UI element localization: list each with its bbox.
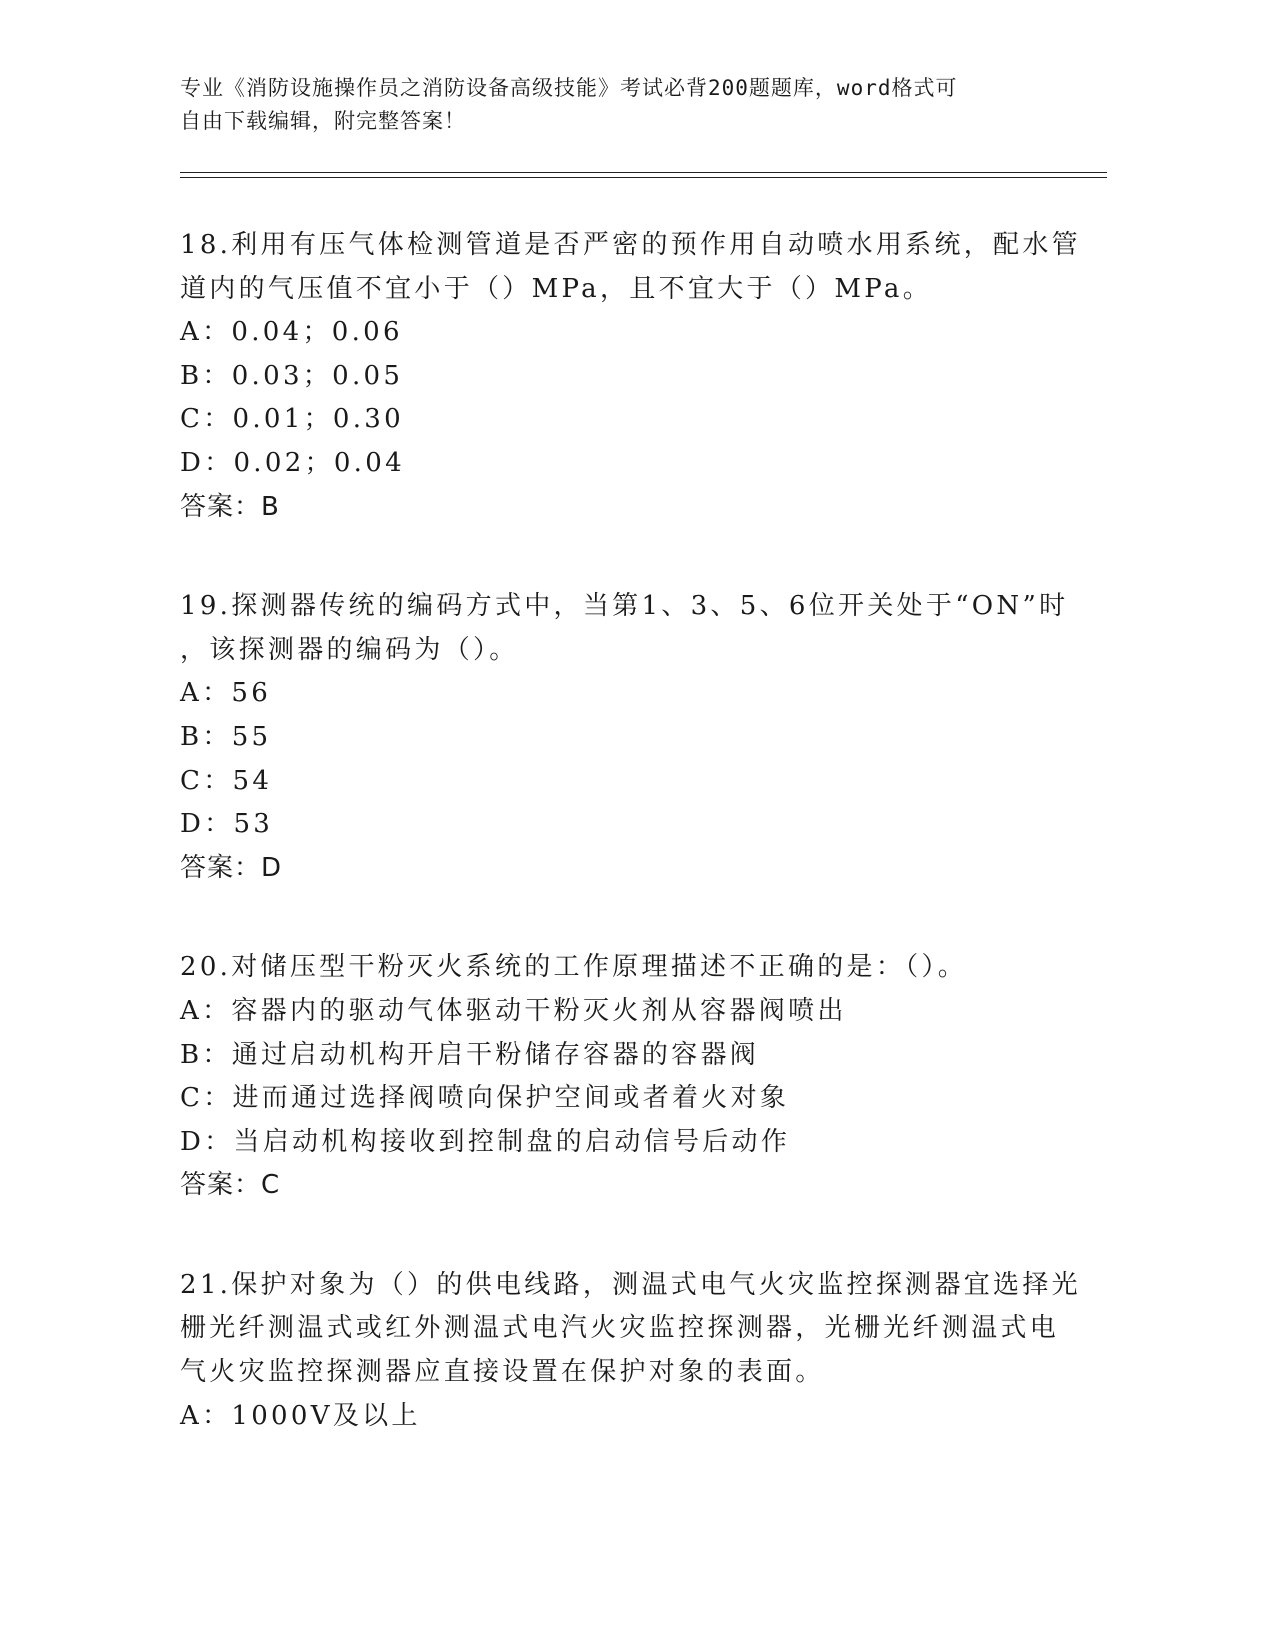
stem-line: ，该探测器的编码为（）。: [180, 634, 519, 665]
option-b: B：通过启动机构开启干粉储存容器的容器阀: [180, 1039, 760, 1070]
question-list: [180, 224, 1081, 1494]
page-header: [180, 72, 1030, 138]
option-d: D：53: [180, 809, 274, 840]
answer-line: 答案：D: [180, 852, 283, 883]
question-stem: [180, 585, 1069, 672]
header-divider-bottom: [180, 177, 1107, 178]
option-c: C：0.01；0.30: [180, 404, 404, 435]
option-a: A：0.04；0.06: [180, 317, 403, 348]
answer-line: 答案：B: [180, 491, 280, 522]
header-divider-top: [180, 172, 1107, 173]
option-d: D：0.02；0.04: [180, 447, 405, 478]
question-20: [180, 946, 1060, 1208]
option-b: B：55: [180, 721, 272, 752]
stem-line: 18.利用有压气体检测管道是否严密的预作用自动喷水用系统，配水管: [180, 230, 1081, 260]
option-d: D：当启动机构接收到控制盘的启动信号后动作: [180, 1126, 791, 1157]
question-stem: [180, 1264, 1081, 1395]
stem-line: 21.保护对象为（）的供电线路，测温式电气火灾监控探测器宜选择光: [180, 1269, 1081, 1300]
header-line-1: 专业《消防设施操作员之消防设备高级技能》考试必背200题题库，word格式可: [180, 76, 958, 100]
stem-line: 栅光纤测温式或红外测温式电汽火灾监控探测器，光栅光纤测温式电: [180, 1313, 1060, 1344]
question-stem: [180, 946, 1060, 990]
stem-line: 道内的气压值不宜小于（）MPa，且不宜大于（）MPa。: [180, 273, 932, 304]
option-c: C：进而通过选择阀喷向保护空间或者着火对象: [180, 1083, 790, 1114]
question-21: [180, 1264, 1081, 1438]
question-18: [180, 224, 1081, 529]
stem-line: 气火灾监控探测器应直接设置在保护对象的表面。: [180, 1357, 825, 1388]
option-a: A：56: [180, 678, 272, 709]
answer-line: 答案：C: [180, 1170, 281, 1201]
stem-line: 19.探测器传统的编码方式中，当第1、3、5、6位开关处于“ON”时: [180, 591, 1069, 622]
question-19: [180, 585, 1069, 890]
question-stem: [180, 224, 1081, 311]
stem-line: 20.对储压型干粉灭火系统的工作原理描述不正确的是：（）。: [180, 952, 968, 983]
option-a: A：1000V及以上: [180, 1400, 421, 1431]
option-b: B：0.03；0.05: [180, 360, 404, 391]
header-line-2: 自由下载编辑，附完整答案！: [180, 109, 466, 133]
option-a: A：容器内的驱动气体驱动干粉灭火剂从容器阀喷出: [180, 995, 847, 1026]
option-c: C：54: [180, 765, 273, 796]
